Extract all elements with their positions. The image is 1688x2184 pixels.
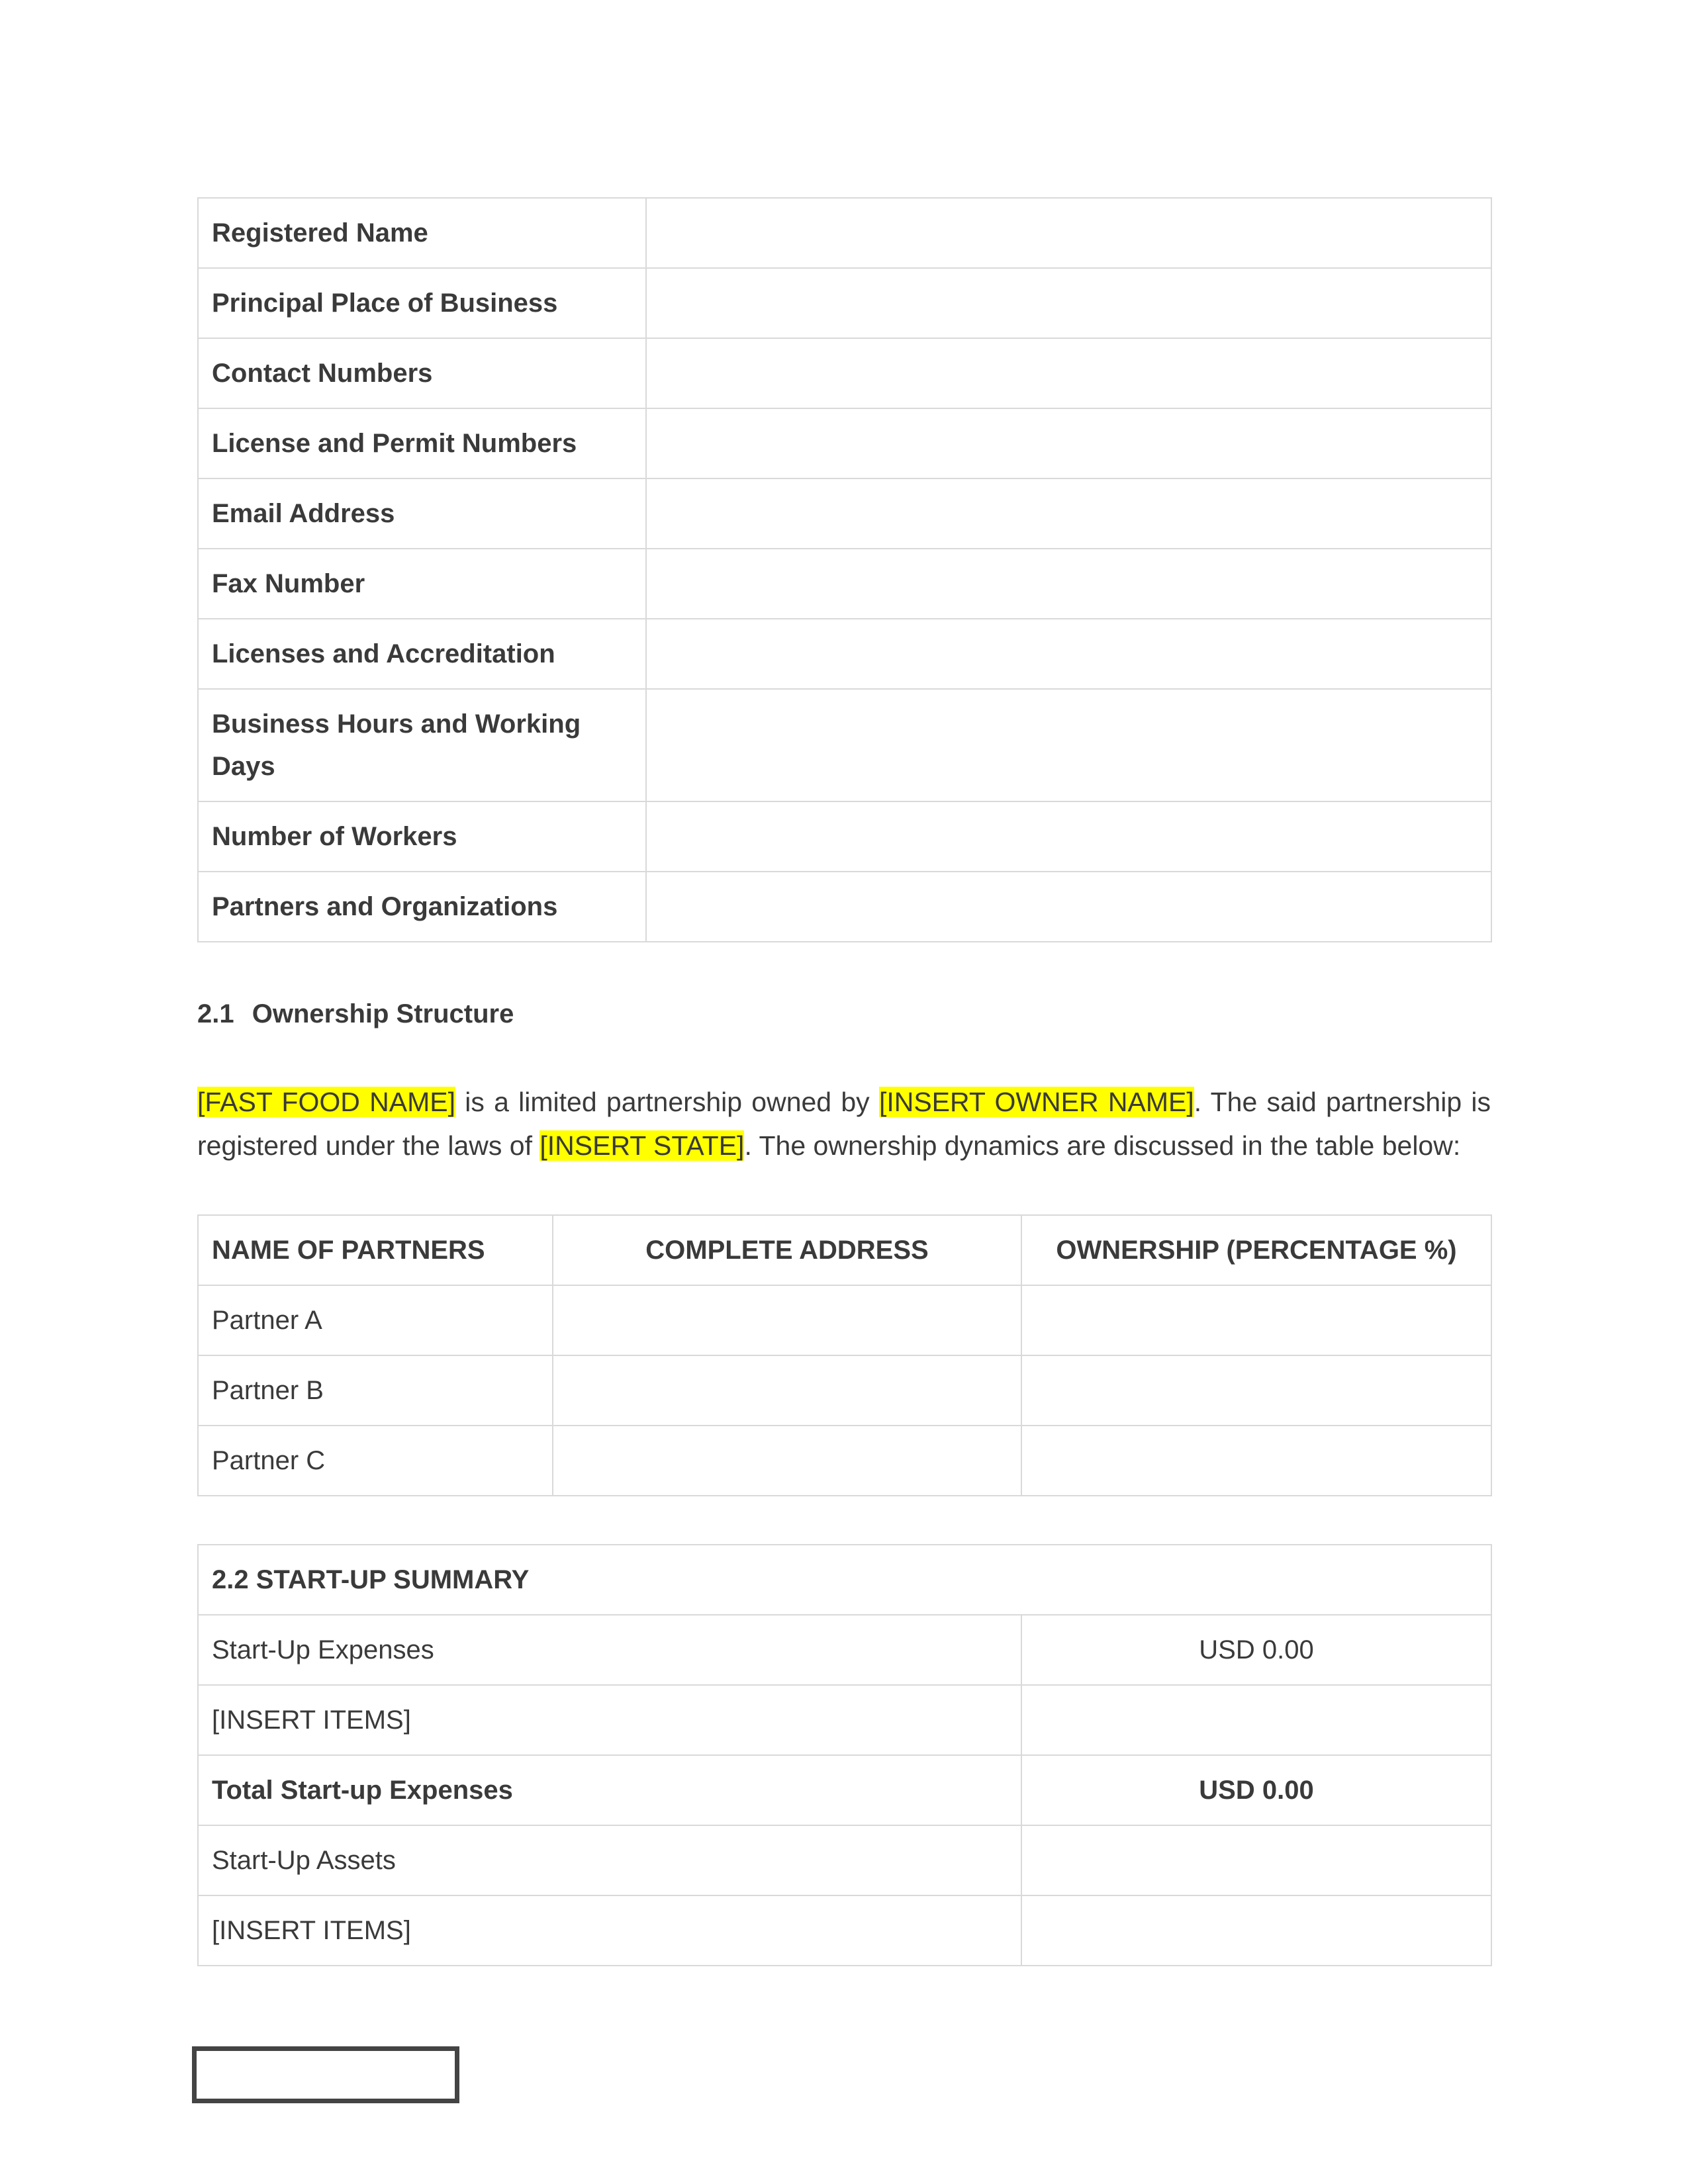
row-label: Number of Workers [198, 801, 646, 872]
row-label: Contact Numbers [198, 338, 646, 408]
placeholder-fast-food-name[interactable]: [FAST FOOD NAME] [197, 1087, 455, 1117]
partner-name-cell: Partner A [198, 1285, 553, 1355]
ownership-paragraph [197, 1080, 1491, 1167]
row-value[interactable] [646, 408, 1491, 478]
row-label[interactable]: [INSERT ITEMS] [198, 1685, 1021, 1755]
paragraph-text: . The ownership dynamics are discussed in the table below: [744, 1130, 1461, 1161]
table-row [198, 872, 1491, 942]
section-title: Ownership Structure [252, 999, 514, 1028]
partners-table [197, 1214, 1492, 1496]
table-row [198, 1895, 1491, 1966]
table-row-total [198, 1755, 1491, 1825]
table-row [198, 619, 1491, 689]
table-row [198, 408, 1491, 478]
row-value[interactable] [646, 268, 1491, 338]
row-value[interactable] [646, 478, 1491, 549]
section-heading-ownership [197, 999, 514, 1029]
column-header: OWNERSHIP (PERCENTAGE %) [1021, 1215, 1491, 1285]
startup-summary-title: 2.2 START-UP SUMMARY [198, 1545, 1491, 1615]
row-value[interactable] [1021, 1685, 1491, 1755]
row-label: License and Permit Numbers [198, 408, 646, 478]
table-row [198, 801, 1491, 872]
table-row [198, 338, 1491, 408]
row-value[interactable] [646, 689, 1491, 801]
table-row [198, 1825, 1491, 1895]
table-row [198, 1685, 1491, 1755]
row-value[interactable] [646, 801, 1491, 872]
row-label: Start-Up Assets [198, 1825, 1021, 1895]
row-value: USD 0.00 [1021, 1755, 1491, 1825]
paragraph-text: is a limited partnership owned by [455, 1087, 879, 1117]
row-label: Partners and Organizations [198, 872, 646, 942]
row-label: Business Hours and Working Days [198, 689, 646, 801]
row-label[interactable]: [INSERT ITEMS] [198, 1895, 1021, 1966]
footer-box [192, 2046, 459, 2103]
row-value[interactable]: USD 0.00 [1021, 1615, 1491, 1685]
table-row [198, 198, 1491, 268]
row-label: Start-Up Expenses [198, 1615, 1021, 1685]
row-label: Total Start-up Expenses [198, 1755, 1021, 1825]
partner-address-cell[interactable] [553, 1355, 1021, 1426]
partner-address-cell[interactable] [553, 1426, 1021, 1496]
table-row [198, 1355, 1491, 1426]
partner-name-cell: Partner C [198, 1426, 553, 1496]
paragraph-text: . The said partnership is registered under the laws of [197, 1087, 1491, 1161]
table-header-row [198, 1215, 1491, 1285]
partner-ownership-cell[interactable] [1021, 1285, 1491, 1355]
row-label: Registered Name [198, 198, 646, 268]
table-row [198, 1426, 1491, 1496]
partner-ownership-cell[interactable] [1021, 1355, 1491, 1426]
table-row [198, 689, 1491, 801]
column-header: NAME OF PARTNERS [198, 1215, 553, 1285]
table-title-row [198, 1545, 1491, 1615]
partner-ownership-cell[interactable] [1021, 1426, 1491, 1496]
business-info-table [197, 197, 1492, 942]
row-label: Principal Place of Business [198, 268, 646, 338]
row-value[interactable] [646, 198, 1491, 268]
row-label: Licenses and Accreditation [198, 619, 646, 689]
placeholder-owner-name[interactable]: [INSERT OWNER NAME] [878, 1087, 1194, 1117]
row-value[interactable] [1021, 1895, 1491, 1966]
table-row [198, 1285, 1491, 1355]
table-row [198, 549, 1491, 619]
row-value[interactable] [646, 549, 1491, 619]
row-value[interactable] [646, 619, 1491, 689]
section-number: 2.1 [197, 999, 234, 1028]
startup-summary-table [197, 1544, 1492, 1966]
table-row [198, 268, 1491, 338]
row-value[interactable] [646, 872, 1491, 942]
partner-address-cell[interactable] [553, 1285, 1021, 1355]
row-label: Fax Number [198, 549, 646, 619]
row-label: Email Address [198, 478, 646, 549]
table-row [198, 1615, 1491, 1685]
placeholder-state[interactable]: [INSERT STATE] [539, 1130, 745, 1161]
row-value[interactable] [646, 338, 1491, 408]
column-header: COMPLETE ADDRESS [553, 1215, 1021, 1285]
partner-name-cell: Partner B [198, 1355, 553, 1426]
row-value[interactable] [1021, 1825, 1491, 1895]
table-row [198, 478, 1491, 549]
